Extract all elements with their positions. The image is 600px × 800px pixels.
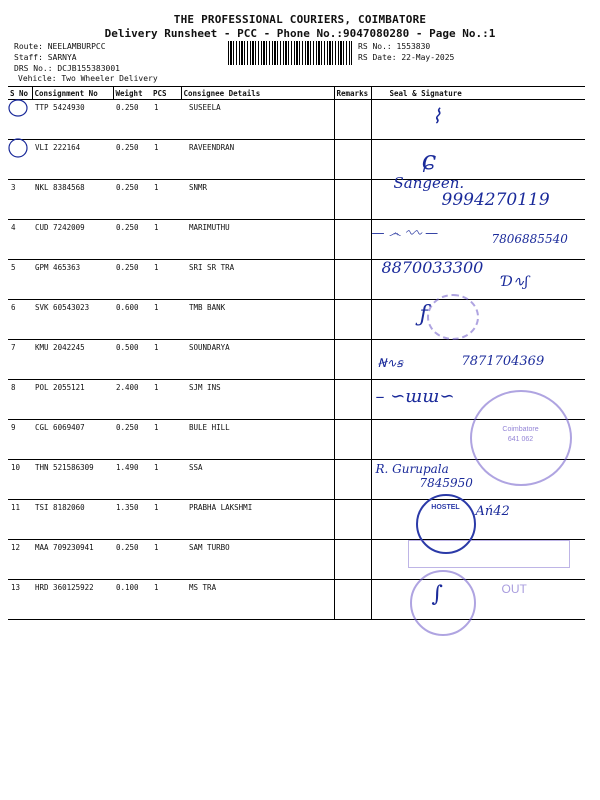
row-signature: [371, 540, 585, 580]
row-remarks: [334, 220, 371, 260]
row-remarks: [334, 140, 371, 180]
row-weight: 0.250: [113, 260, 151, 300]
row-consignment: VLI 222164: [32, 140, 113, 180]
route-label: Route: NEELAMBURPCC: [14, 42, 106, 51]
row-consignment: GPM 465363: [32, 260, 113, 300]
handwritten-name: R. Gurupala: [375, 462, 449, 476]
row-pcs: 1: [151, 300, 181, 340]
row-remarks: [334, 420, 371, 460]
row-pcs: 1: [151, 260, 181, 300]
row-pcs: 1: [151, 460, 181, 500]
row-consignee: SUSEELA: [181, 100, 334, 140]
table-row: [8, 580, 585, 620]
rs-date: RS Date: 22-May-2025: [358, 53, 455, 62]
seal-stamp: [427, 294, 479, 340]
row-consignee: RAVEENDRAN: [181, 140, 334, 180]
row-sno: 9: [8, 420, 32, 460]
row-remarks: [334, 540, 371, 580]
barcode: [228, 41, 352, 65]
row-consignee: MS TRA: [181, 580, 334, 620]
row-weight: 0.500: [113, 340, 151, 380]
staff-label: Staff: SARNYA: [14, 53, 77, 62]
row-consignment: CGL 6069407: [32, 420, 113, 460]
row-remarks: [334, 580, 371, 620]
runsheet-subtitle: Delivery Runsheet - PCC - Phone No.:9047080280 - Page No.:1: [104, 27, 496, 40]
table-row: [8, 460, 585, 500]
row-remarks: [334, 500, 371, 540]
row-consignee: TMB BANK: [181, 300, 334, 340]
row-remarks: [334, 260, 371, 300]
row-signature: [371, 580, 585, 620]
row-pcs: 1: [151, 420, 181, 460]
seal-pin: 641 062: [507, 436, 534, 443]
signature-mark: ⌇: [431, 104, 442, 128]
signature-mark: ƒ: [419, 302, 428, 327]
handwritten-phone: 7806885540: [491, 232, 568, 246]
signature-mark: ∫: [431, 582, 443, 607]
table-row: [8, 140, 585, 180]
signature-mark: Ań42: [475, 504, 510, 519]
row-pcs: 1: [151, 140, 181, 180]
table-row: [8, 540, 585, 580]
vehicle-label: Vehicle: Two Wheeler Delivery: [18, 74, 158, 83]
row-weight: 0.250: [113, 220, 151, 260]
row-pcs: 1: [151, 220, 181, 260]
row-remarks: [334, 340, 371, 380]
row-signature: [371, 174, 585, 220]
signature-mark: Ꞥ∿ꞩ: [377, 356, 403, 370]
table-header-row: [8, 87, 585, 100]
hostel-seal-text: HOSTEL: [431, 504, 460, 511]
table-row: [8, 420, 585, 460]
col-weight: Weight: [113, 87, 151, 100]
row-consignee: BULE HILL: [181, 420, 334, 460]
col-consignee: Consignee Details: [181, 87, 334, 100]
table-row: [8, 300, 585, 340]
table-row: [8, 180, 585, 220]
handwritten-phone: 7845950: [419, 476, 473, 490]
row-signature: [371, 260, 585, 300]
row-pcs: 1: [151, 340, 181, 380]
runsheet-title: THE PROFESSIONAL COURIERS, COIMBATORE: [173, 13, 427, 26]
handwritten-phone: 9994270119: [441, 190, 550, 210]
row-consignment: NKL 8384568: [32, 180, 113, 220]
row-remarks: [334, 180, 371, 220]
row-consignment: POL 2055121: [32, 380, 113, 420]
row-signature: [371, 420, 585, 460]
row-consignment: TTP 5424930: [32, 100, 113, 140]
signature-mark: Ɗ∿ʃ: [501, 274, 529, 290]
row-pcs: 1: [151, 180, 181, 220]
row-weight: 1.350: [113, 500, 151, 540]
row-consignee: SJM INS: [181, 380, 334, 420]
handwritten-phone: 8870033300: [381, 258, 484, 277]
row-sno: 11: [8, 500, 32, 540]
row-consignee: SAM TURBO: [181, 540, 334, 580]
row-sno: 3: [8, 180, 32, 220]
row-weight: 0.250: [113, 140, 151, 180]
row-remarks: [334, 300, 371, 340]
row-consignee: SRI SR TRA: [181, 260, 334, 300]
row-remarks: [334, 100, 371, 140]
row-consignee: MARIMUTHU: [181, 220, 334, 260]
table-row: [8, 220, 585, 260]
handwritten-name: Sangeen.: [393, 174, 465, 192]
row-consignment: SVK 60543023: [32, 300, 113, 340]
row-remarks: [334, 380, 371, 420]
row-consignee: SNMR: [181, 180, 334, 220]
row-pcs: 1: [151, 500, 181, 540]
rs-number: RS No.: 1553830: [358, 42, 431, 51]
row-signature: [371, 100, 585, 140]
col-seal-signature: Seal & Signature: [371, 87, 585, 100]
row-pcs: 1: [151, 580, 181, 620]
row-weight: 0.250: [113, 420, 151, 460]
row-remarks: [334, 460, 371, 500]
table-row: [8, 500, 585, 540]
row-signature: [371, 500, 585, 540]
tick-mark-row-2: [9, 139, 27, 157]
row-weight: 0.100: [113, 580, 151, 620]
col-sno: S No: [8, 87, 32, 100]
row-markers: [0, 0, 40, 170]
row-weight: 2.400: [113, 380, 151, 420]
col-remarks: Remarks: [334, 87, 371, 100]
row-weight: 0.250: [113, 180, 151, 220]
handwritten-phone: 7871704369: [461, 354, 545, 369]
stamp-out-text: OUT: [501, 582, 527, 596]
row-consignment: KMU 2042245: [32, 340, 113, 380]
row-sno: 7: [8, 340, 32, 380]
row-sno: 6: [8, 300, 32, 340]
signature-mark: — ෴ ∿∿ —: [371, 226, 439, 241]
row-consignment: TSI 8182060: [32, 500, 113, 540]
row-sno: 13: [8, 580, 32, 620]
row-signature: [371, 460, 585, 500]
row-sno: 8: [8, 380, 32, 420]
row-sno: 10: [8, 460, 32, 500]
tick-mark-row-1: [9, 100, 27, 116]
row-consignee: SOUNDARYA: [181, 340, 334, 380]
signature-mark: – ∽ɯɯ∽: [375, 386, 455, 407]
row-sno: 4: [8, 220, 32, 260]
row-sno: 12: [8, 540, 32, 580]
table-row: [8, 260, 585, 300]
row-weight: 1.490: [113, 460, 151, 500]
row-consignment: CUD 7242009: [32, 220, 113, 260]
row-signature: [371, 220, 585, 260]
signature-mark: ɕ: [421, 146, 437, 176]
row-consignee: SSA: [181, 460, 334, 500]
row-pcs: 1: [151, 380, 181, 420]
row-consignee: PRABHA LAKSHMI: [181, 500, 334, 540]
seal-city: Coimbatore: [502, 426, 539, 433]
row-pcs: 1: [151, 540, 181, 580]
drs-label: DRS No.: DCJB155383001: [14, 64, 120, 73]
row-consignment: THN 521586309: [32, 460, 113, 500]
row-weight: 0.250: [113, 540, 151, 580]
row-sno: 5: [8, 260, 32, 300]
row-signature: [371, 300, 585, 340]
row-consignment: HRD 360125922: [32, 580, 113, 620]
row-pcs: 1: [151, 100, 181, 140]
col-consignment: Consignment No: [32, 87, 113, 100]
row-weight: 0.250: [113, 100, 151, 140]
table-row: [8, 100, 585, 140]
runsheet-table: [8, 86, 585, 620]
table-row: [8, 340, 585, 380]
row-weight: 0.600: [113, 300, 151, 340]
rectangular-stamp: [408, 540, 570, 568]
row-signature: [371, 340, 585, 380]
col-pcs: PCS: [151, 87, 181, 100]
row-consignment: MAA 709230941: [32, 540, 113, 580]
